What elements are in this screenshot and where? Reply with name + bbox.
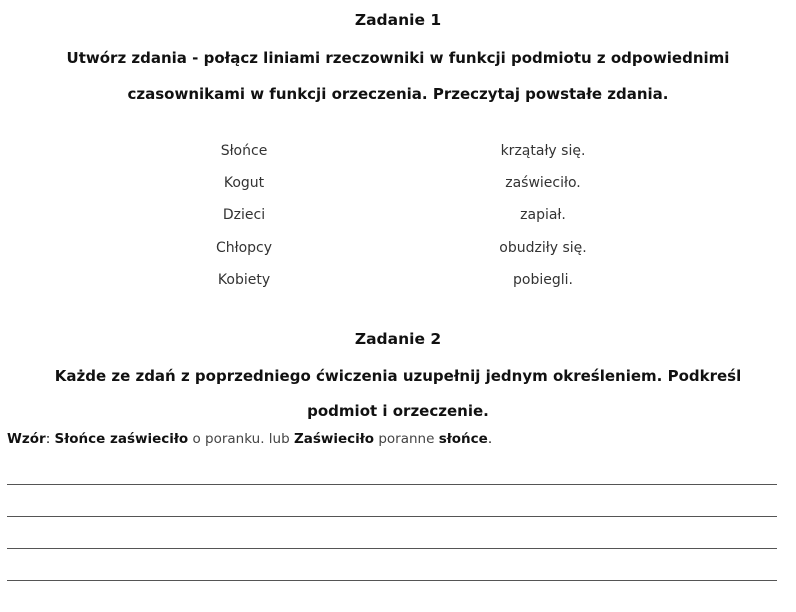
answer-line bbox=[7, 484, 777, 485]
example-subject: słońce bbox=[438, 431, 488, 447]
noun-item: Kogut bbox=[223, 175, 265, 191]
answer-line bbox=[7, 580, 777, 581]
example-colon: : bbox=[45, 431, 55, 447]
answer-line bbox=[7, 548, 777, 549]
example-text: o poranku. lub bbox=[188, 431, 294, 447]
task1-instruction-line1: Utwórz zdania - połącz liniami rzeczowniki w funkcji podmiotu z odpowiednimi bbox=[66, 49, 730, 67]
verb-item: krzątały się. bbox=[500, 143, 586, 159]
task2-title: Zadanie 2 bbox=[354, 330, 442, 348]
task2-instruction-line2: podmiot i orzeczenie. bbox=[307, 402, 489, 420]
verb-item: zaświeciło. bbox=[505, 175, 581, 191]
task2-instruction-line1: Każde ze zdań z poprzedniego ćwiczenia uzupełnij jednym określeniem. Podkreśl bbox=[54, 367, 742, 385]
verb-item: pobiegli. bbox=[513, 272, 573, 288]
example-predicate: Zaświeciło bbox=[293, 431, 375, 447]
noun-item: Dzieci bbox=[222, 207, 266, 223]
task1-title: Zadanie 1 bbox=[354, 11, 442, 29]
answer-line bbox=[7, 516, 777, 517]
example-sentence bbox=[7, 431, 492, 447]
task1-instruction-line2: czasownikami w funkcji orzeczenia. Przeczytaj powstałe zdania. bbox=[127, 85, 669, 103]
verb-item: zapiał. bbox=[520, 207, 566, 223]
noun-item: Chłopcy bbox=[215, 240, 273, 256]
example-subject-predicate: Słońce zaświeciło bbox=[54, 431, 189, 447]
example-text: poranne bbox=[374, 431, 439, 447]
verb-item: obudziły się. bbox=[499, 240, 587, 256]
noun-item: Kobiety bbox=[217, 272, 271, 288]
example-period: . bbox=[487, 431, 493, 447]
noun-item: Słońce bbox=[220, 143, 268, 159]
example-label: Wzór bbox=[7, 431, 46, 447]
